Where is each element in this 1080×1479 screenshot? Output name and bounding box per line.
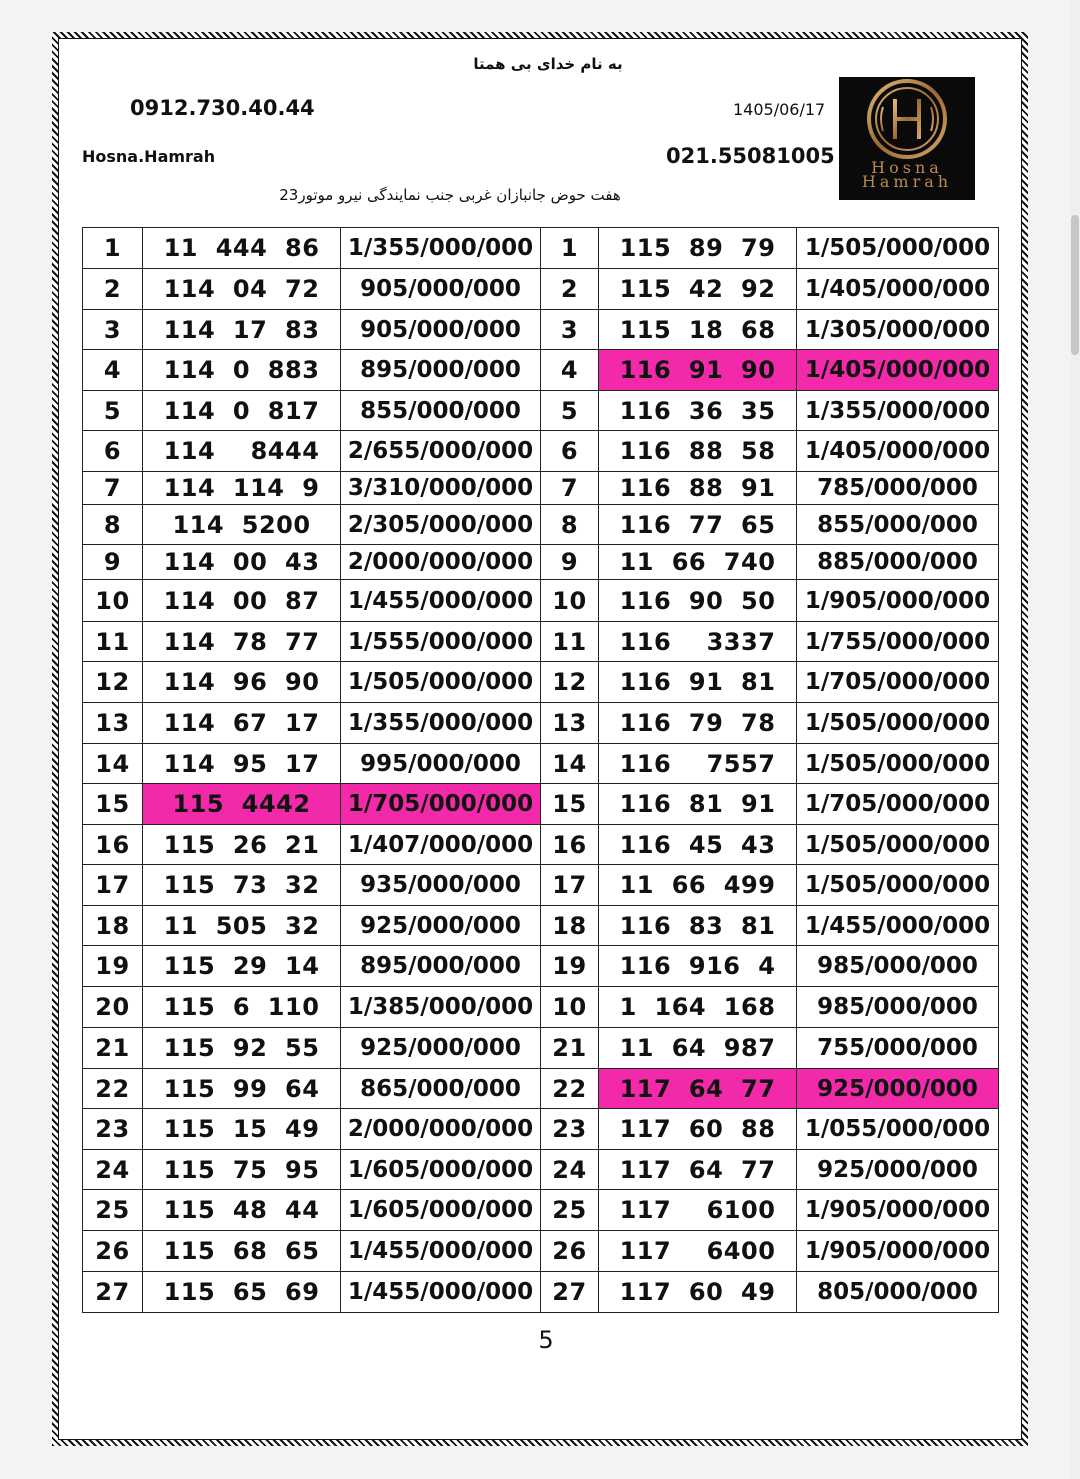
sim-number-right: 117 64 77 xyxy=(599,1069,797,1109)
row-number-left: 3 xyxy=(83,310,143,350)
row-number-left: 13 xyxy=(83,703,143,744)
sim-number-right: 116 91 90 xyxy=(599,350,797,391)
row-number-left: 27 xyxy=(83,1272,143,1313)
price-left: 1/455/000/000 xyxy=(341,1272,541,1313)
sim-number-right: 117 64 77 xyxy=(599,1150,797,1190)
row-number-left: 23 xyxy=(83,1109,143,1150)
sim-number-right: 115 42 92 xyxy=(599,269,797,310)
sim-number-left: 114 96 90 xyxy=(143,662,341,703)
price-table xyxy=(82,227,999,1313)
price-right: 1/405/000/000 xyxy=(797,431,999,472)
row-number-right: 10 xyxy=(541,987,599,1028)
sim-number-right: 11 64 987 xyxy=(599,1028,797,1069)
row-number-right: 7 xyxy=(541,472,599,505)
scrollbar-track[interactable] xyxy=(1070,0,1080,1479)
price-left: 905/000/000 xyxy=(341,310,541,350)
table-row xyxy=(83,1150,999,1190)
table-row xyxy=(83,1028,999,1069)
sim-number-left: 114 78 77 xyxy=(143,622,341,662)
price-left: 2/305/000/000 xyxy=(341,505,541,545)
table-row xyxy=(83,580,999,622)
row-number-right: 27 xyxy=(541,1272,599,1313)
row-number-right: 1 xyxy=(541,228,599,269)
table-row xyxy=(83,1190,999,1231)
sim-number-left: 115 15 49 xyxy=(143,1109,341,1150)
sim-number-right: 115 18 68 xyxy=(599,310,797,350)
sim-number-left: 114 0 817 xyxy=(143,391,341,431)
table-row xyxy=(83,1272,999,1313)
page-title: به نام خدای بی همتا xyxy=(473,55,623,73)
row-number-left: 7 xyxy=(83,472,143,505)
row-number-left: 10 xyxy=(83,580,143,622)
sim-number-right: 11 66 740 xyxy=(599,545,797,580)
table-row xyxy=(83,472,999,505)
table-row xyxy=(83,310,999,350)
sim-number-right: 117 6100 xyxy=(599,1190,797,1231)
table-row xyxy=(83,1231,999,1272)
price-left: 935/000/000 xyxy=(341,865,541,906)
price-left: 925/000/000 xyxy=(341,906,541,946)
price-right: 985/000/000 xyxy=(797,946,999,987)
price-left: 1/355/000/000 xyxy=(341,703,541,744)
sim-number-right: 11 66 499 xyxy=(599,865,797,906)
table-row xyxy=(83,505,999,545)
row-number-right: 13 xyxy=(541,703,599,744)
row-number-left: 2 xyxy=(83,269,143,310)
price-right: 855/000/000 xyxy=(797,505,999,545)
price-left: 3/310/000/000 xyxy=(341,472,541,505)
row-number-right: 14 xyxy=(541,744,599,784)
table-row xyxy=(83,391,999,431)
price-left: 905/000/000 xyxy=(341,269,541,310)
sim-number-right: 1 164 168 xyxy=(599,987,797,1028)
price-left: 895/000/000 xyxy=(341,946,541,987)
row-number-left: 25 xyxy=(83,1190,143,1231)
sim-number-left: 115 99 64 xyxy=(143,1069,341,1109)
sim-number-right: 116 88 58 xyxy=(599,431,797,472)
row-number-right: 23 xyxy=(541,1109,599,1150)
row-number-left: 20 xyxy=(83,987,143,1028)
row-number-left: 15 xyxy=(83,784,143,825)
row-number-right: 8 xyxy=(541,505,599,545)
sim-number-left: 115 73 32 xyxy=(143,865,341,906)
table-row xyxy=(83,228,999,269)
sim-number-right: 115 89 79 xyxy=(599,228,797,269)
row-number-left: 11 xyxy=(83,622,143,662)
table-row xyxy=(83,269,999,310)
sim-number-right: 117 60 49 xyxy=(599,1272,797,1313)
price-right: 1/905/000/000 xyxy=(797,1190,999,1231)
table-row xyxy=(83,431,999,472)
price-left: 2/000/000/000 xyxy=(341,1109,541,1150)
sim-number-left: 114 67 17 xyxy=(143,703,341,744)
page-number: 5 xyxy=(538,1326,554,1354)
sim-number-right: 116 79 78 xyxy=(599,703,797,744)
sim-number-right: 116 81 91 xyxy=(599,784,797,825)
brand-logo xyxy=(839,77,975,200)
sim-number-left: 115 75 95 xyxy=(143,1150,341,1190)
table-row xyxy=(83,1109,999,1150)
sim-number-left: 114 114 9 xyxy=(143,472,341,505)
table-row xyxy=(83,906,999,946)
price-right: 1/405/000/000 xyxy=(797,350,999,391)
table-row xyxy=(83,825,999,865)
price-right: 985/000/000 xyxy=(797,987,999,1028)
sim-number-right: 116 916 4 xyxy=(599,946,797,987)
sim-number-left: 114 17 83 xyxy=(143,310,341,350)
price-left: 895/000/000 xyxy=(341,350,541,391)
price-left: 2/655/000/000 xyxy=(341,431,541,472)
price-right: 925/000/000 xyxy=(797,1150,999,1190)
row-number-left: 1 xyxy=(83,228,143,269)
row-number-right: 12 xyxy=(541,662,599,703)
row-number-right: 22 xyxy=(541,1069,599,1109)
price-right: 1/055/000/000 xyxy=(797,1109,999,1150)
table-row xyxy=(83,662,999,703)
table-row xyxy=(83,865,999,906)
price-right: 885/000/000 xyxy=(797,545,999,580)
table-row xyxy=(83,744,999,784)
row-number-left: 6 xyxy=(83,431,143,472)
row-number-left: 17 xyxy=(83,865,143,906)
sim-number-right: 116 83 81 xyxy=(599,906,797,946)
price-right: 1/505/000/000 xyxy=(797,825,999,865)
row-number-left: 24 xyxy=(83,1150,143,1190)
table-row xyxy=(83,987,999,1028)
row-number-right: 5 xyxy=(541,391,599,431)
document-date: 1405/06/17 xyxy=(733,100,826,119)
price-table-body xyxy=(83,228,999,1313)
sim-number-left: 115 92 55 xyxy=(143,1028,341,1069)
row-number-left: 4 xyxy=(83,350,143,391)
row-number-right: 21 xyxy=(541,1028,599,1069)
row-number-right: 24 xyxy=(541,1150,599,1190)
sim-number-left: 114 04 72 xyxy=(143,269,341,310)
landline-number: 021.55081005 xyxy=(666,144,835,168)
row-number-right: 19 xyxy=(541,946,599,987)
logo-text-line2: Hamrah xyxy=(861,172,953,191)
sim-number-left: 115 6 110 xyxy=(143,987,341,1028)
price-right: 1/355/000/000 xyxy=(797,391,999,431)
sim-number-right: 117 6400 xyxy=(599,1231,797,1272)
price-right: 1/705/000/000 xyxy=(797,784,999,825)
price-left: 995/000/000 xyxy=(341,744,541,784)
price-right: 805/000/000 xyxy=(797,1272,999,1313)
price-left: 1/455/000/000 xyxy=(341,580,541,622)
price-left: 1/605/000/000 xyxy=(341,1190,541,1231)
sim-number-right: 116 91 81 xyxy=(599,662,797,703)
row-number-right: 26 xyxy=(541,1231,599,1272)
price-left: 1/555/000/000 xyxy=(341,622,541,662)
price-right: 1/505/000/000 xyxy=(797,744,999,784)
row-number-right: 16 xyxy=(541,825,599,865)
table-row xyxy=(83,350,999,391)
row-number-left: 16 xyxy=(83,825,143,865)
row-number-right: 6 xyxy=(541,431,599,472)
sim-number-left: 115 26 21 xyxy=(143,825,341,865)
price-right: 1/755/000/000 xyxy=(797,622,999,662)
row-number-right: 11 xyxy=(541,622,599,662)
sim-number-left: 11 444 86 xyxy=(143,228,341,269)
price-left: 1/505/000/000 xyxy=(341,662,541,703)
price-left: 1/705/000/000 xyxy=(341,784,541,825)
table-row xyxy=(83,784,999,825)
sim-number-right: 116 88 91 xyxy=(599,472,797,505)
sim-number-right: 116 45 43 xyxy=(599,825,797,865)
sim-number-right: 116 7557 xyxy=(599,744,797,784)
row-number-right: 9 xyxy=(541,545,599,580)
table-row xyxy=(83,1069,999,1109)
sim-number-right: 117 60 88 xyxy=(599,1109,797,1150)
price-right: 1/705/000/000 xyxy=(797,662,999,703)
price-right: 1/405/000/000 xyxy=(797,269,999,310)
price-left: 925/000/000 xyxy=(341,1028,541,1069)
price-left: 2/000/000/000 xyxy=(341,545,541,580)
logo-text-line1: Hosna xyxy=(871,158,943,177)
price-right: 1/505/000/000 xyxy=(797,703,999,744)
store-address: هفت حوض جانبازان غربی جنب نمایندگی نیرو موتور23 xyxy=(279,186,621,204)
sim-number-left: 114 95 17 xyxy=(143,744,341,784)
table-row xyxy=(83,622,999,662)
row-number-right: 2 xyxy=(541,269,599,310)
table-row xyxy=(83,545,999,580)
row-number-right: 15 xyxy=(541,784,599,825)
price-left: 855/000/000 xyxy=(341,391,541,431)
brand-name: Hosna.Hamrah xyxy=(82,147,216,166)
table-row xyxy=(83,703,999,744)
row-number-right: 4 xyxy=(541,350,599,391)
sim-number-left: 115 68 65 xyxy=(143,1231,341,1272)
price-right: 1/905/000/000 xyxy=(797,1231,999,1272)
price-left: 1/355/000/000 xyxy=(341,228,541,269)
sim-number-right: 116 36 35 xyxy=(599,391,797,431)
row-number-left: 5 xyxy=(83,391,143,431)
scrollbar-thumb[interactable] xyxy=(1071,215,1079,355)
sim-number-left: 115 65 69 xyxy=(143,1272,341,1313)
price-right: 1/505/000/000 xyxy=(797,865,999,906)
row-number-left: 18 xyxy=(83,906,143,946)
row-number-right: 17 xyxy=(541,865,599,906)
sim-number-left: 115 48 44 xyxy=(143,1190,341,1231)
price-right: 755/000/000 xyxy=(797,1028,999,1069)
sim-number-left: 114 5200 xyxy=(143,505,341,545)
price-right: 925/000/000 xyxy=(797,1069,999,1109)
price-left: 1/407/000/000 xyxy=(341,825,541,865)
table-row xyxy=(83,946,999,987)
row-number-right: 3 xyxy=(541,310,599,350)
row-number-right: 10 xyxy=(541,580,599,622)
price-left: 1/455/000/000 xyxy=(341,1231,541,1272)
row-number-left: 26 xyxy=(83,1231,143,1272)
sim-number-left: 114 0 883 xyxy=(143,350,341,391)
price-left: 1/605/000/000 xyxy=(341,1150,541,1190)
sim-number-right: 116 3337 xyxy=(599,622,797,662)
sim-number-left: 115 4442 xyxy=(143,784,341,825)
price-right: 1/305/000/000 xyxy=(797,310,999,350)
row-number-left: 12 xyxy=(83,662,143,703)
price-right: 1/505/000/000 xyxy=(797,228,999,269)
row-number-left: 8 xyxy=(83,505,143,545)
sim-number-left: 114 8444 xyxy=(143,431,341,472)
sim-number-left: 11 505 32 xyxy=(143,906,341,946)
sim-number-left: 114 00 87 xyxy=(143,580,341,622)
sim-number-right: 116 77 65 xyxy=(599,505,797,545)
price-left: 865/000/000 xyxy=(341,1069,541,1109)
sim-number-left: 115 29 14 xyxy=(143,946,341,987)
row-number-left: 22 xyxy=(83,1069,143,1109)
price-right: 1/905/000/000 xyxy=(797,580,999,622)
mobile-number: 0912.730.40.44 xyxy=(130,96,315,120)
row-number-right: 25 xyxy=(541,1190,599,1231)
price-right: 1/455/000/000 xyxy=(797,906,999,946)
sim-number-right: 116 90 50 xyxy=(599,580,797,622)
row-number-right: 18 xyxy=(541,906,599,946)
row-number-left: 9 xyxy=(83,545,143,580)
row-number-left: 14 xyxy=(83,744,143,784)
price-right: 785/000/000 xyxy=(797,472,999,505)
price-left: 1/385/000/000 xyxy=(341,987,541,1028)
row-number-left: 21 xyxy=(83,1028,143,1069)
row-number-left: 19 xyxy=(83,946,143,987)
sim-number-left: 114 00 43 xyxy=(143,545,341,580)
